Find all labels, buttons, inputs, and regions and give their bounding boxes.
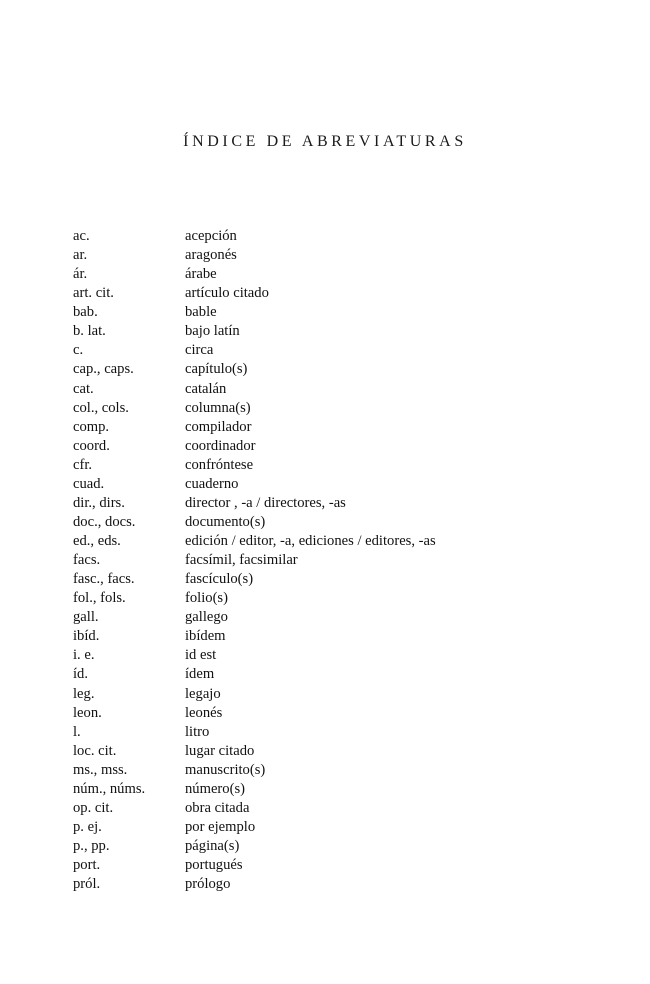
abbreviation: port. — [73, 857, 101, 874]
abbreviation: cuad. — [73, 475, 105, 492]
list-item — [73, 837, 633, 856]
list-item — [73, 799, 633, 818]
abbreviation-meaning: confróntese — [185, 456, 254, 473]
list-item — [73, 265, 633, 284]
list-item — [73, 704, 633, 723]
abbreviation: ar. — [73, 247, 88, 264]
list-item — [73, 627, 633, 646]
abbreviation-meaning: número(s) — [185, 780, 245, 797]
abbreviation: bab. — [73, 304, 98, 321]
abbreviation-meaning: litro — [185, 723, 210, 740]
abbreviation-list — [73, 227, 633, 894]
abbreviation: leon. — [73, 704, 102, 721]
abbreviation: coord. — [73, 437, 110, 454]
abbreviation: ár. — [73, 266, 88, 283]
list-item — [73, 742, 633, 761]
list-item — [73, 723, 633, 742]
abbreviation-meaning: gallego — [185, 609, 228, 626]
abbreviation-meaning: bajo latín — [185, 323, 240, 340]
list-item — [73, 494, 633, 513]
abbreviation: op. cit. — [73, 799, 114, 816]
abbreviation-meaning: portugués — [185, 857, 243, 874]
abbreviation: facs. — [73, 552, 101, 569]
abbreviation: comp. — [73, 418, 110, 435]
list-item — [73, 646, 633, 665]
list-item — [73, 532, 633, 551]
abbreviation: pról. — [73, 876, 101, 893]
abbreviation-meaning: cuaderno — [185, 475, 239, 492]
abbreviation: núm., núms. — [73, 780, 146, 797]
list-item — [73, 818, 633, 837]
list-item — [73, 456, 633, 475]
abbreviation-meaning: circa — [185, 342, 214, 359]
list-item — [73, 551, 633, 570]
abbreviation-meaning: lugar citado — [185, 742, 255, 759]
abbreviation-meaning: coordinador — [185, 437, 256, 454]
abbreviation-meaning: ídem — [185, 666, 215, 683]
abbreviation-meaning: director , -a / directores, -as — [185, 494, 346, 511]
abbreviation: p. ej. — [73, 818, 102, 835]
abbreviation: cfr. — [73, 456, 93, 473]
abbreviation-meaning: compilador — [185, 418, 252, 435]
abbreviation: cat. — [73, 380, 94, 397]
abbreviation: dir., dirs. — [73, 494, 125, 511]
abbreviation-meaning: prólogo — [185, 876, 231, 893]
abbreviation: ms., mss. — [73, 761, 128, 778]
list-item — [73, 246, 633, 265]
list-item — [73, 475, 633, 494]
abbreviation-meaning: obra citada — [185, 799, 250, 816]
abbreviation-meaning: edición / editor, -a, ediciones / editores, -as — [185, 533, 436, 549]
list-item — [73, 665, 633, 684]
abbreviation: c. — [73, 342, 84, 359]
abbreviation-meaning: acepción — [185, 228, 237, 244]
list-item — [73, 875, 633, 894]
abbreviation-meaning: página(s) — [185, 838, 240, 854]
list-item — [73, 856, 633, 875]
abbreviation-meaning: legajo — [185, 685, 221, 702]
list-item — [73, 589, 633, 608]
list-item — [73, 399, 633, 418]
abbreviation: ac. — [73, 228, 90, 244]
abbreviation: col., cols. — [73, 399, 129, 416]
abbreviation: b. lat. — [73, 323, 106, 340]
abbreviation-meaning: manuscrito(s) — [185, 761, 266, 778]
abbreviation-meaning: capítulo(s) — [185, 361, 248, 378]
list-item — [73, 761, 633, 780]
list-item — [73, 437, 633, 456]
abbreviation: art. cit. — [73, 285, 114, 302]
abbreviation-meaning: catalán — [185, 380, 227, 397]
abbreviation-meaning: id est — [185, 647, 217, 664]
abbreviation-meaning: aragonés — [185, 247, 237, 264]
list-item — [73, 322, 633, 341]
list-item — [73, 513, 633, 532]
abbreviation-meaning: árabe — [185, 266, 217, 283]
abbreviation: l. — [73, 723, 81, 740]
abbreviation: fol., fols. — [73, 590, 126, 607]
list-item — [73, 570, 633, 589]
abbreviation-meaning: fascículo(s) — [185, 571, 254, 588]
abbreviation: loc. cit. — [73, 742, 117, 759]
abbreviation-meaning: documento(s) — [185, 513, 266, 530]
list-item — [73, 685, 633, 704]
abbreviation: gall. — [73, 609, 99, 626]
list-item — [73, 360, 633, 379]
abbreviation: doc., docs. — [73, 513, 136, 530]
abbreviation-meaning: folio(s) — [185, 590, 228, 607]
list-item — [73, 227, 633, 246]
abbreviation: fasc., facs. — [73, 571, 135, 588]
abbreviation: ed., eds. — [73, 533, 121, 549]
abbreviation-meaning: ibídem — [185, 628, 226, 645]
abbreviation-meaning: artículo citado — [185, 285, 269, 302]
list-item — [73, 380, 633, 399]
abbreviation: ibíd. — [73, 628, 100, 645]
abbreviation: cap., caps. — [73, 361, 134, 378]
abbreviation-meaning: leonés — [185, 704, 223, 721]
abbreviation-meaning: columna(s) — [185, 399, 251, 416]
list-item — [73, 284, 633, 303]
list-item — [73, 303, 633, 322]
list-item — [73, 780, 633, 799]
abbreviation: p., pp. — [73, 838, 110, 854]
abbreviation-meaning: facsímil, facsimilar — [185, 552, 298, 569]
list-item — [73, 418, 633, 437]
abbreviation: i. e. — [73, 647, 95, 664]
page-title: ÍNDICE DE ABREVIATURAS — [183, 133, 467, 150]
list-item — [73, 341, 633, 360]
abbreviation: leg. — [73, 685, 95, 702]
abbreviation-meaning: bable — [185, 304, 217, 321]
list-item — [73, 608, 633, 627]
abbreviation-meaning: por ejemplo — [185, 818, 256, 835]
abbreviation: íd. — [73, 666, 88, 683]
